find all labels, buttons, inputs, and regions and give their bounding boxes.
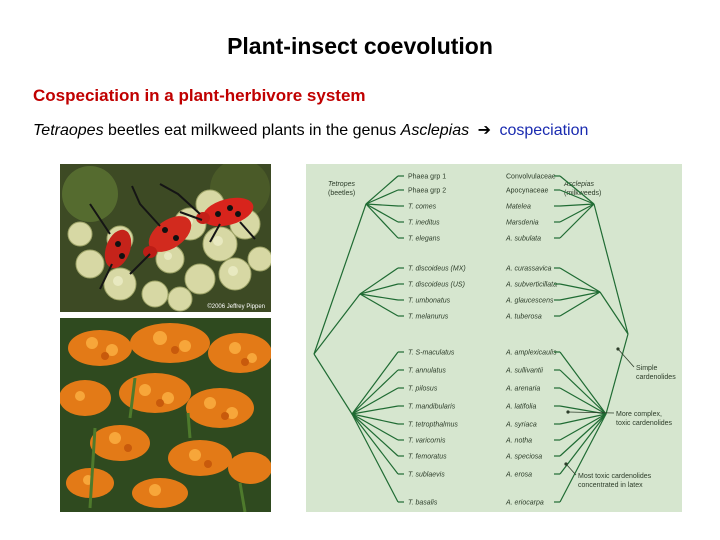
annotation-label: cardenolides (636, 374, 676, 381)
milkweed-taxon-label: A. eriocarpa (506, 499, 544, 507)
beetle-taxon-label: T. discoideus (US) (408, 281, 465, 289)
milkweed-branch (560, 352, 606, 414)
slide-description (33, 120, 588, 140)
annotation-arrow (618, 349, 634, 367)
annotation-label: Simple (636, 365, 658, 372)
right-arrow-icon: ➔ (477, 122, 491, 139)
milkweed-taxon-label: A. sullivantii (506, 367, 543, 375)
beetle-clade-subheader: (beetles) (328, 190, 356, 197)
beetle-clade-header: Tetropes (328, 181, 355, 188)
beetle-branch (314, 294, 360, 354)
milkweed-branch (560, 204, 594, 238)
beetles-photo (60, 164, 271, 312)
milkweed-taxon-label: A. arenaria (506, 385, 541, 393)
desc-middle-text: beetles eat milkweed plants in the genus (103, 122, 401, 139)
cospeciation-label: cospeciation (499, 122, 589, 139)
beetle-branch (360, 284, 398, 294)
arrowhead-icon (564, 462, 567, 465)
beetle-taxon-label: T. pilosus (408, 385, 438, 393)
beetle-branch (366, 204, 398, 222)
beetle-branch (352, 414, 398, 456)
cospeciation-phylogeny (306, 164, 682, 512)
milkweed-taxon-label: Apocynaceae (506, 187, 549, 195)
milkweed-branch (560, 204, 594, 206)
slide-subtitle: Cospeciation in a plant-herbivore system (33, 86, 366, 105)
beetle-taxon-label: T. umbonatus (408, 297, 451, 305)
milkweed-taxon-label: Matelea (506, 203, 531, 211)
beetle-taxon-label: T. discoideus (MX) (408, 265, 466, 273)
beetle-taxon-label: T. comes (408, 203, 437, 211)
milkweed-taxon-label: A. notha (506, 437, 533, 445)
beetle-taxon-label: T. ineditus (408, 219, 440, 227)
milkweed-taxon-label: Marsdenia (506, 219, 539, 227)
beetle-taxon-label: T. S-maculatus (408, 349, 455, 357)
beetle-taxon-label: T. femoratus (408, 453, 447, 461)
beetle-taxon-label: T. basalis (408, 499, 438, 507)
beetle-taxon-label: T. elegans (408, 235, 441, 243)
milkweed-branch (600, 292, 628, 334)
beetle-branch (366, 176, 398, 204)
arrowhead-icon (616, 347, 619, 350)
annotation-label: concentrated in latex (578, 482, 643, 489)
arrowhead-icon (566, 410, 569, 413)
beetle-taxon-label: Phaea grp 2 (408, 187, 447, 195)
beetle-taxon-label: T. annulatus (408, 367, 446, 375)
milkweed-taxon-label: A. subverticillata (506, 281, 557, 289)
milkweed-photo (60, 318, 271, 512)
milkweed-taxon-label: A. erosa (506, 471, 533, 479)
slide-title: Plant-insect coevolution (227, 33, 493, 59)
beetle-branch (366, 204, 398, 238)
milkweed-clade-header: Asclepias (564, 181, 594, 188)
milkweed-branch (560, 414, 606, 456)
beetle-taxon-label: T. varicornis (408, 437, 446, 445)
beetle-taxon-label: T. tetropthalmus (408, 421, 458, 429)
beetle-branch (366, 190, 398, 204)
milkweed-branch (560, 204, 594, 222)
milkweed-branch (606, 334, 628, 414)
annotation-label: Most toxic cardenolides (578, 473, 652, 480)
beetle-branch (352, 352, 398, 414)
milkweed-taxon-label: A. subulata (506, 235, 542, 243)
beetle-branch (366, 204, 398, 206)
milkweed-taxon-label: A. amplexicaulis (506, 349, 557, 357)
milkweed-taxon-label: A. latifolia (506, 403, 537, 411)
beetle-taxon-label: T. melanurus (408, 313, 449, 321)
phylogeny-diagram (306, 164, 682, 512)
genus-asclepias: Asclepias (400, 122, 470, 139)
beetle-taxon-label: T. sublaevis (408, 471, 445, 479)
genus-tetraopes: Tetraopes (33, 122, 104, 139)
milkweed-taxon-label: A. syriaca (506, 421, 537, 429)
milkweed-clade-subheader: (milkweeds) (564, 190, 602, 197)
milkweed-taxon-label: A. curassavica (506, 265, 552, 273)
milkweed-taxon-label: Convolvulaceae (506, 173, 556, 181)
beetle-taxon-label: T. mandibularis (408, 403, 456, 411)
milkweed-taxon-label: A. speciosa (506, 453, 543, 461)
beetle-branch (314, 204, 366, 354)
annotation-arrow (566, 464, 576, 475)
beetle-branch (314, 354, 352, 414)
milkweed-taxon-label: A. tuberosa (506, 313, 542, 321)
beetle-branch (360, 268, 398, 294)
milkweed-branch (594, 204, 628, 334)
beetle-taxon-label: Phaea grp 1 (408, 173, 447, 181)
annotation-label: More complex, (616, 411, 662, 418)
photo-credit: ©2006 Jeffrey Pippen (207, 304, 265, 310)
annotation-label: toxic cardenolides (616, 420, 673, 427)
milkweed-taxon-label: A. glaucescens (506, 297, 554, 305)
